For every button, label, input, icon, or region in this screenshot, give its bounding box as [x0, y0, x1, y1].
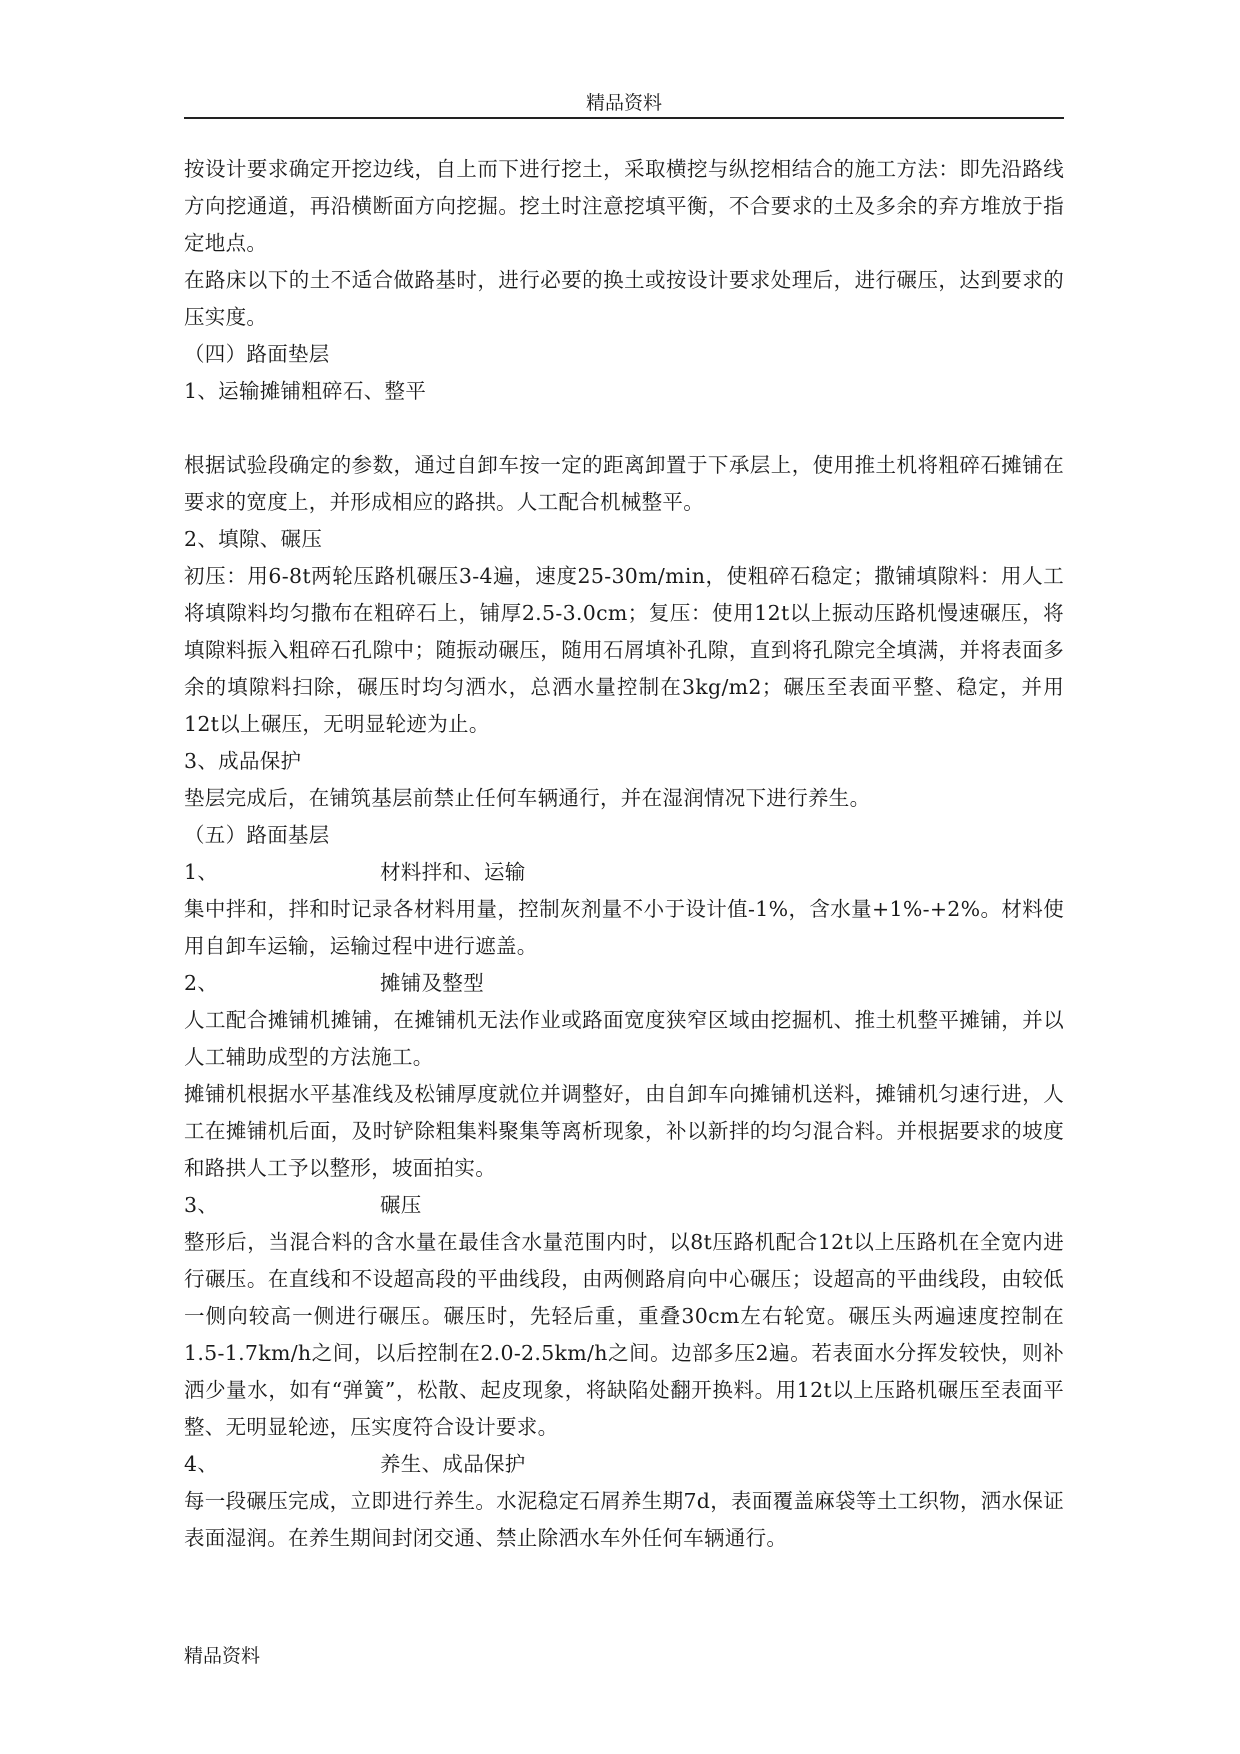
item-title: 摊铺及整型: [380, 971, 484, 995]
subheading-rolling: [184, 1187, 1064, 1224]
paragraph-excavation: 按设计要求确定开挖边线，自上而下进行挖土，采取横挖与纵挖相结合的施工方法：即先沿路线方向挖通道，再沿横断面方向挖掘。挖土时注意挖填平衡，不合要求的土及多余的弃方堆放于指定地点。: [184, 157, 1064, 255]
item-title: 碾压: [380, 1193, 422, 1217]
subheading-protection: 3、成品保护: [184, 749, 302, 773]
item-number: 1、: [184, 860, 219, 884]
paragraph-mixing: 集中拌和，拌和时记录各材料用量，控制灰剂量不小于设计值-1%，含水量+1%-+2%。材料使用自卸车运输，运输过程中进行遮盖。: [184, 897, 1064, 958]
item-number: 4、: [184, 1452, 219, 1476]
paragraph-subgrade: 在路床以下的土不适合做路基时，进行必要的换土或按设计要求处理后，进行碾压，达到要求的压实度。: [184, 268, 1064, 329]
page-footer: 精品资料: [184, 1645, 261, 1667]
paragraph-spreading: 根据试验段确定的参数，通过自卸车按一定的距离卸置于下承层上，使用推土机将粗碎石摊铺在要求的宽度上，并形成相应的路拱。人工配合机械整平。: [184, 453, 1064, 514]
header-rule: [184, 117, 1064, 119]
blank-line: [184, 410, 1064, 447]
section-heading-cushion: （四）路面垫层: [184, 342, 330, 366]
subheading-paving: [184, 965, 1064, 1002]
document-body: [184, 151, 1064, 1557]
subheading-mixing: [184, 854, 1064, 891]
item-title: 材料拌和、运输: [380, 860, 526, 884]
paragraph-curing-cushion: 垫层完成后，在铺筑基层前禁止任何车辆通行，并在湿润情况下进行养生。: [184, 786, 871, 810]
item-number: 2、: [184, 971, 219, 995]
item-number: 3、: [184, 1193, 219, 1217]
subheading-curing: [184, 1446, 1064, 1483]
section-heading-base: （五）路面基层: [184, 823, 330, 847]
page-header: 精品资料: [585, 92, 662, 114]
subheading-transport: 1、运输摊铺粗碎石、整平: [184, 379, 427, 403]
paragraph-curing: 每一段碾压完成，立即进行养生。水泥稳定石屑养生期7d，表面覆盖麻袋等土工织物，洒水保证表面湿润。在养生期间封闭交通、禁止除洒水车外任何车辆通行。: [184, 1489, 1064, 1550]
paragraph-rolling: 整形后，当混合料的含水量在最佳含水量范围内时，以8t压路机配合12t以上压路机在全宽内进行碾压。在直线和不设超高段的平曲线段，由两侧路肩向中心碾压；设超高的平曲线段，由较低一侧向较高一侧进行碾压。碾压时，先轻后重，重叠30cm左右轮宽。碾压头两遍速度控制在1.5-1.7km/h之间，以后控制在2.0-2.5km/h之间。边部多压2遍。若表面水分挥发较快，则补洒少量水，如有“弹簧”，松散、起皮现象，将缺陷处翻开换料。用12t以上压路机碾压至表面平整、无明显轮迹，压实度符合设计要求。: [184, 1230, 1064, 1439]
paragraph-compaction: 初压：用6-8t两轮压路机碾压3-4遍，速度25-30m/min，使粗碎石稳定；撒铺填隙料：用人工将填隙料均匀撒布在粗碎石上，铺厚2.5-3.0cm；复压：使用12t以上振动压路机慢速碾压，将填隙料振入粗碎石孔隙中；随振动碾压，随用石屑填补孔隙，直到将孔隙完全填满，并将表面多余的填隙料扫除，碾压时均匀洒水，总洒水量控制在3kg/m2；碾压至表面平整、稳定，并用12t以上碾压，无明显轮迹为止。: [184, 564, 1064, 736]
subheading-filling: 2、填隙、碾压: [184, 527, 323, 551]
paragraph-paving-1: 人工配合摊铺机摊铺，在摊铺机无法作业或路面宽度狭窄区域由挖掘机、推土机整平摊铺，并以人工辅助成型的方法施工。: [184, 1008, 1064, 1069]
paragraph-paving-2: 摊铺机根据水平基准线及松铺厚度就位并调整好，由自卸车向摊铺机送料，摊铺机匀速行进，人工在摊铺机后面，及时铲除粗集料聚集等离析现象，补以新拌的均匀混合料。并根据要求的坡度和路拱人工予以整形，坡面拍实。: [184, 1082, 1064, 1180]
item-title: 养生、成品保护: [380, 1452, 526, 1476]
